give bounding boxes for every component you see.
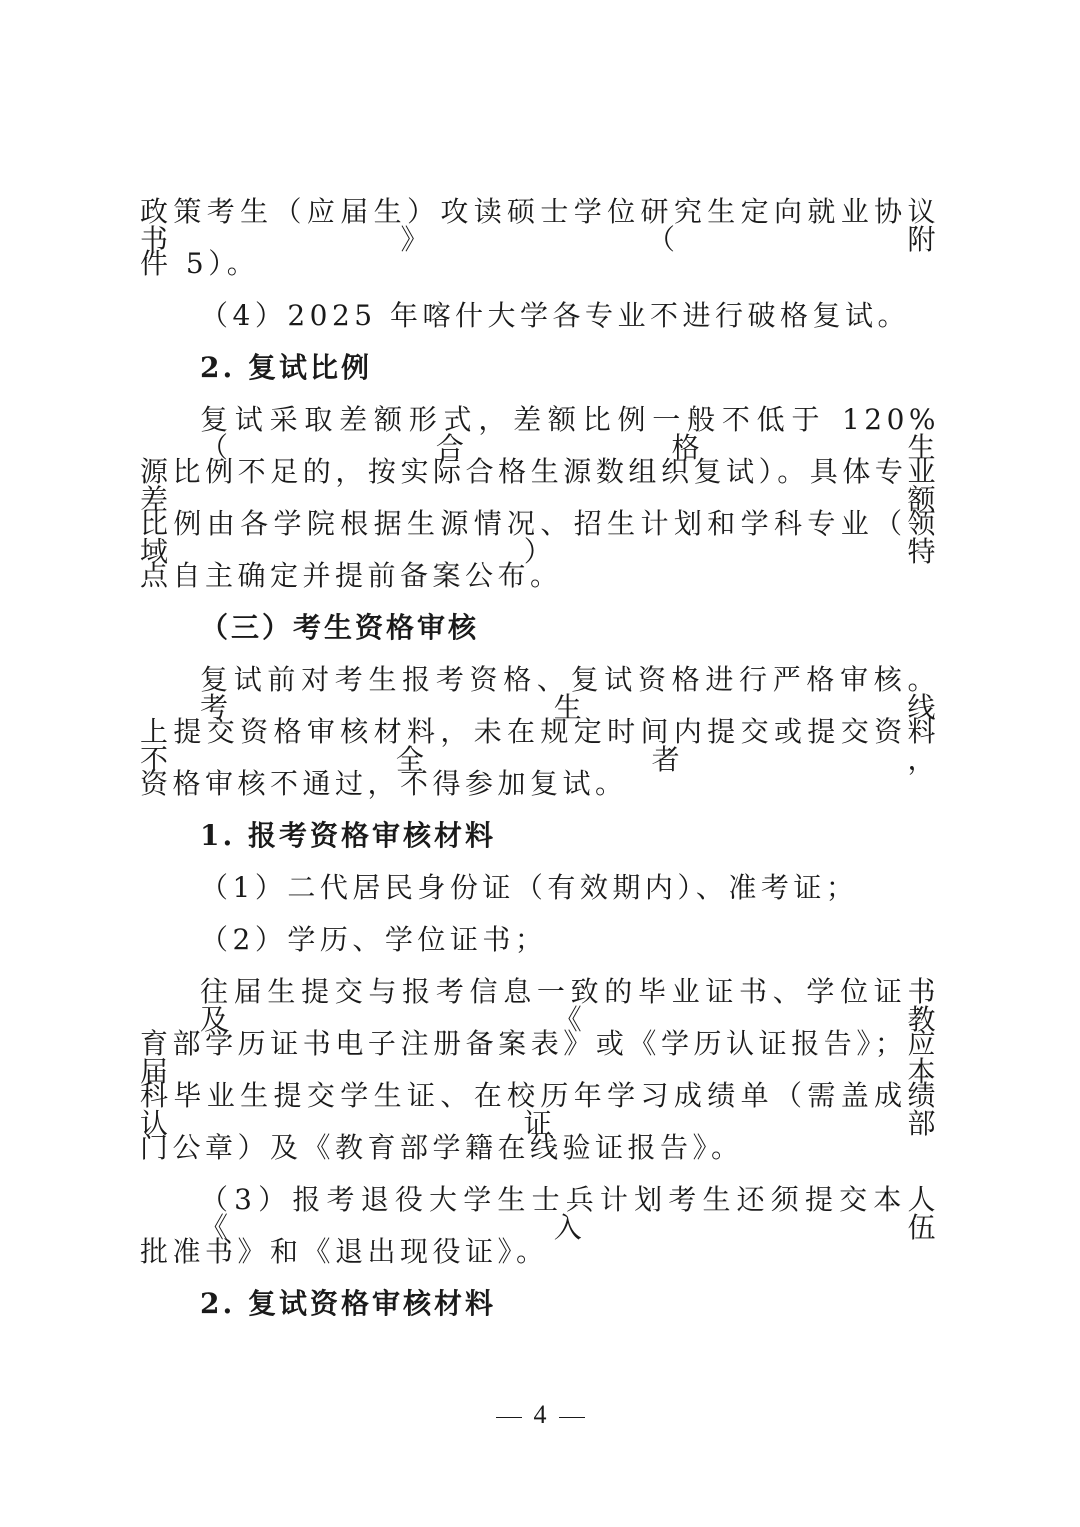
list-item: （3）报考退役大学生士兵计划考生还须提交本人《入伍: [200, 1183, 940, 1244]
paragraph-line: 上提交资格审核材料，未在规定时间内提交或提交资料不全者，: [140, 715, 940, 776]
section-heading: 2. 复试比例: [200, 351, 372, 384]
list-item: （2）学历、学位证书；: [200, 923, 548, 956]
footer-dash-left: [496, 1417, 522, 1418]
section-heading: 1. 报考资格审核材料: [200, 819, 496, 852]
page-footer: [0, 1402, 1080, 1428]
paragraph-line: 往届生提交与报考信息一致的毕业证书、学位证书及《教: [200, 975, 940, 1036]
paragraph-line: 门公章）及《教育部学籍在线验证报告》。: [140, 1131, 744, 1164]
paragraph-line: 资格审核不通过，不得参加复试。: [140, 767, 628, 800]
list-item: （4）2025 年喀什大学各专业不进行破格复试。: [200, 299, 910, 332]
section-heading: （三）考生资格审核: [200, 611, 480, 644]
page-number: 4: [533, 1400, 547, 1429]
section-heading: 2. 复试资格审核材料: [200, 1287, 496, 1320]
paragraph-line: 点自主确定并提前备案公布。: [140, 559, 563, 592]
paragraph-line: 育部学历证书电子注册备案表》或《学历认证报告》；应届本: [140, 1027, 940, 1088]
paragraph-line: 科毕业生提交学生证、在校历年学习成绩单（需盖成绩认证部: [140, 1079, 940, 1140]
list-item: （1）二代居民身份证（有效期内）、准考证；: [200, 871, 859, 904]
paragraph-line: 政策考生（应届生）攻读硕士学位研究生定向就业协议书》（附: [140, 195, 940, 256]
paragraph-line: 比例由各学院根据生源情况、招生计划和学科专业（领域）特: [140, 507, 940, 568]
paragraph-line: 件 5）。: [140, 247, 260, 280]
paragraph-line: 复试采取差额形式，差额比例一般不低于 120%（合格生: [200, 403, 940, 464]
paragraph-line: 批准书》和《退出现役证》。: [140, 1235, 549, 1268]
footer-dash-right: [559, 1417, 585, 1418]
paragraph-line: 复试前对考生报考资格、复试资格进行严格审核。考生线: [200, 663, 940, 724]
paragraph-line: 源比例不足的，按实际合格生源数组织复试）。具体专业差额: [140, 455, 940, 516]
